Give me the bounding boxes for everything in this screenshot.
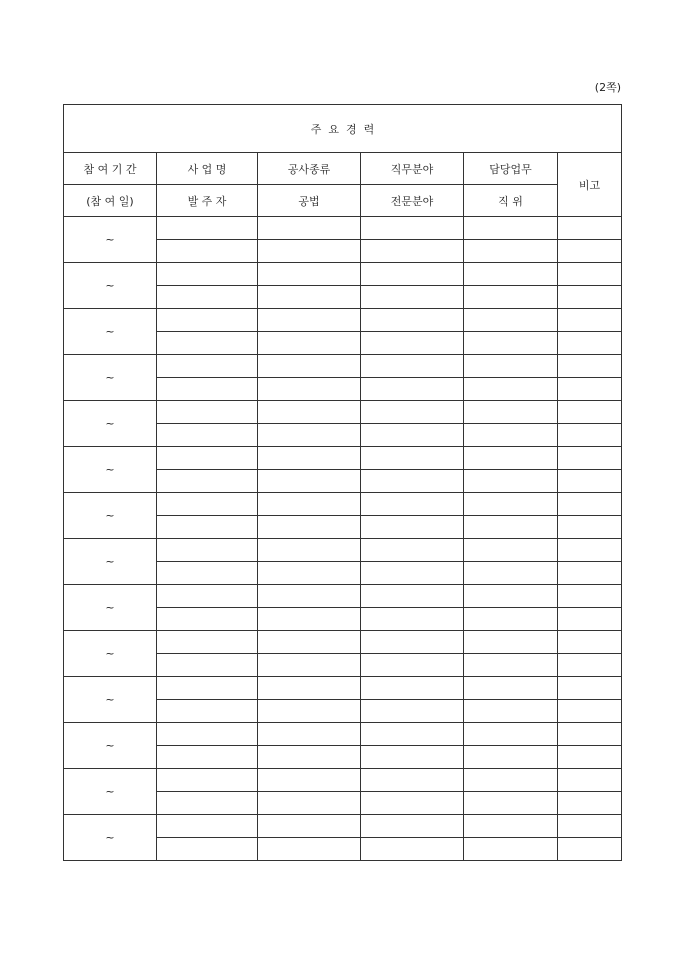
task-cell[interactable] xyxy=(464,769,558,792)
position-cell[interactable] xyxy=(464,792,558,815)
table-row xyxy=(64,677,622,700)
client-cell[interactable] xyxy=(157,608,258,631)
work-type-cell[interactable] xyxy=(258,769,361,792)
client-cell[interactable] xyxy=(157,838,258,861)
project-name-cell[interactable] xyxy=(157,493,258,516)
remarks-cell[interactable] xyxy=(558,309,622,332)
remarks-cell[interactable] xyxy=(558,608,622,631)
header-task: 담당업무 xyxy=(464,153,558,185)
task-cell[interactable] xyxy=(464,539,558,562)
period-cell[interactable]: ~ xyxy=(64,815,157,861)
work-type-cell[interactable] xyxy=(258,263,361,286)
method-cell[interactable] xyxy=(258,516,361,539)
project-name-cell[interactable] xyxy=(157,401,258,424)
position-cell[interactable] xyxy=(464,286,558,309)
remarks-cell[interactable] xyxy=(558,562,622,585)
position-cell[interactable] xyxy=(464,562,558,585)
specialty-cell[interactable] xyxy=(361,516,464,539)
remarks-cell[interactable] xyxy=(558,447,622,470)
work-type-cell[interactable] xyxy=(258,217,361,240)
header-work-type: 공사종류 xyxy=(258,153,361,185)
client-cell[interactable] xyxy=(157,286,258,309)
header-period-days: (참 여 일) xyxy=(64,185,157,217)
period-cell[interactable]: ~ xyxy=(64,493,157,539)
duty-field-cell[interactable] xyxy=(361,815,464,838)
client-cell[interactable] xyxy=(157,470,258,493)
task-cell[interactable] xyxy=(464,355,558,378)
period-cell[interactable]: ~ xyxy=(64,309,157,355)
project-name-cell[interactable] xyxy=(157,263,258,286)
specialty-cell[interactable] xyxy=(361,838,464,861)
project-name-cell[interactable] xyxy=(157,631,258,654)
duty-field-cell[interactable] xyxy=(361,309,464,332)
project-name-cell[interactable] xyxy=(157,217,258,240)
table-row xyxy=(64,309,622,332)
project-name-cell[interactable] xyxy=(157,815,258,838)
project-name-cell[interactable] xyxy=(157,447,258,470)
client-cell[interactable] xyxy=(157,424,258,447)
position-cell[interactable] xyxy=(464,516,558,539)
client-cell[interactable] xyxy=(157,700,258,723)
client-cell[interactable] xyxy=(157,792,258,815)
project-name-cell[interactable] xyxy=(157,723,258,746)
header-remarks: 비고 xyxy=(558,153,622,217)
specialty-cell[interactable] xyxy=(361,654,464,677)
specialty-cell[interactable] xyxy=(361,562,464,585)
client-cell[interactable] xyxy=(157,562,258,585)
client-cell[interactable] xyxy=(157,240,258,263)
task-cell[interactable] xyxy=(464,309,558,332)
specialty-cell[interactable] xyxy=(361,240,464,263)
client-cell[interactable] xyxy=(157,654,258,677)
task-cell[interactable] xyxy=(464,815,558,838)
duty-field-cell[interactable] xyxy=(361,401,464,424)
remarks-cell[interactable] xyxy=(558,769,622,792)
position-cell[interactable] xyxy=(464,838,558,861)
remarks-cell[interactable] xyxy=(558,815,622,838)
duty-field-cell[interactable] xyxy=(361,355,464,378)
remarks-cell[interactable] xyxy=(558,240,622,263)
work-type-cell[interactable] xyxy=(258,401,361,424)
period-cell[interactable]: ~ xyxy=(64,401,157,447)
work-type-cell[interactable] xyxy=(258,631,361,654)
project-name-cell[interactable] xyxy=(157,309,258,332)
specialty-cell[interactable] xyxy=(361,746,464,769)
remarks-cell[interactable] xyxy=(558,401,622,424)
task-cell[interactable] xyxy=(464,493,558,516)
remarks-cell[interactable] xyxy=(558,263,622,286)
client-cell[interactable] xyxy=(157,746,258,769)
specialty-cell[interactable] xyxy=(361,424,464,447)
remarks-cell[interactable] xyxy=(558,332,622,355)
work-type-cell[interactable] xyxy=(258,493,361,516)
position-cell[interactable] xyxy=(464,608,558,631)
work-type-cell[interactable] xyxy=(258,585,361,608)
period-cell[interactable]: ~ xyxy=(64,447,157,493)
duty-field-cell[interactable] xyxy=(361,769,464,792)
duty-field-cell[interactable] xyxy=(361,585,464,608)
method-cell[interactable] xyxy=(258,838,361,861)
specialty-cell[interactable] xyxy=(361,700,464,723)
table-row xyxy=(64,447,622,470)
method-cell[interactable] xyxy=(258,470,361,493)
career-table xyxy=(63,104,622,861)
specialty-cell[interactable] xyxy=(361,378,464,401)
remarks-cell[interactable] xyxy=(558,585,622,608)
position-cell[interactable] xyxy=(464,746,558,769)
method-cell[interactable] xyxy=(258,240,361,263)
project-name-cell[interactable] xyxy=(157,769,258,792)
work-type-cell[interactable] xyxy=(258,815,361,838)
task-cell[interactable] xyxy=(464,631,558,654)
duty-field-cell[interactable] xyxy=(361,493,464,516)
task-cell[interactable] xyxy=(464,585,558,608)
period-cell[interactable]: ~ xyxy=(64,723,157,769)
method-cell[interactable] xyxy=(258,378,361,401)
period-cell[interactable]: ~ xyxy=(64,769,157,815)
duty-field-cell[interactable] xyxy=(361,677,464,700)
remarks-cell[interactable] xyxy=(558,723,622,746)
table-row xyxy=(64,355,622,378)
header-client: 발 주 자 xyxy=(157,185,258,217)
remarks-cell[interactable] xyxy=(558,217,622,240)
task-cell[interactable] xyxy=(464,401,558,424)
remarks-cell[interactable] xyxy=(558,792,622,815)
method-cell[interactable] xyxy=(258,424,361,447)
remarks-cell[interactable] xyxy=(558,516,622,539)
remarks-cell[interactable] xyxy=(558,746,622,769)
remarks-cell[interactable] xyxy=(558,654,622,677)
header-project-name: 사 업 명 xyxy=(157,153,258,185)
work-type-cell[interactable] xyxy=(258,447,361,470)
period-cell[interactable]: ~ xyxy=(64,631,157,677)
work-type-cell[interactable] xyxy=(258,539,361,562)
period-cell[interactable]: ~ xyxy=(64,539,157,585)
position-cell[interactable] xyxy=(464,332,558,355)
header-period: 참 여 기 간 xyxy=(64,153,157,185)
specialty-cell[interactable] xyxy=(361,286,464,309)
work-type-cell[interactable] xyxy=(258,723,361,746)
duty-field-cell[interactable] xyxy=(361,217,464,240)
method-cell[interactable] xyxy=(258,746,361,769)
period-cell[interactable]: ~ xyxy=(64,217,157,263)
client-cell[interactable] xyxy=(157,378,258,401)
remarks-cell[interactable] xyxy=(558,677,622,700)
task-cell[interactable] xyxy=(464,217,558,240)
specialty-cell[interactable] xyxy=(361,608,464,631)
header-method: 공법 xyxy=(258,185,361,217)
duty-field-cell[interactable] xyxy=(361,723,464,746)
period-cell[interactable]: ~ xyxy=(64,585,157,631)
position-cell[interactable] xyxy=(464,378,558,401)
method-cell[interactable] xyxy=(258,654,361,677)
client-cell[interactable] xyxy=(157,332,258,355)
project-name-cell[interactable] xyxy=(157,539,258,562)
remarks-cell[interactable] xyxy=(558,286,622,309)
remarks-cell[interactable] xyxy=(558,838,622,861)
specialty-cell[interactable] xyxy=(361,792,464,815)
remarks-cell[interactable] xyxy=(558,700,622,723)
task-cell[interactable] xyxy=(464,447,558,470)
method-cell[interactable] xyxy=(258,562,361,585)
header-duty-field: 직무분야 xyxy=(361,153,464,185)
table-row xyxy=(64,815,622,838)
table-row xyxy=(64,263,622,286)
table-row xyxy=(64,401,622,424)
remarks-cell[interactable] xyxy=(558,631,622,654)
work-type-cell[interactable] xyxy=(258,309,361,332)
method-cell[interactable] xyxy=(258,700,361,723)
remarks-cell[interactable] xyxy=(558,493,622,516)
position-cell[interactable] xyxy=(464,700,558,723)
work-type-cell[interactable] xyxy=(258,677,361,700)
task-cell[interactable] xyxy=(464,723,558,746)
position-cell[interactable] xyxy=(464,654,558,677)
table-row xyxy=(64,217,622,240)
period-cell[interactable]: ~ xyxy=(64,355,157,401)
period-cell[interactable]: ~ xyxy=(64,677,157,723)
header-position: 직 위 xyxy=(464,185,558,217)
table-row xyxy=(64,585,622,608)
remarks-cell[interactable] xyxy=(558,355,622,378)
remarks-cell[interactable] xyxy=(558,470,622,493)
method-cell[interactable] xyxy=(258,286,361,309)
remarks-cell[interactable] xyxy=(558,539,622,562)
position-cell[interactable] xyxy=(464,424,558,447)
table-row xyxy=(64,539,622,562)
table-row xyxy=(64,769,622,792)
method-cell[interactable] xyxy=(258,792,361,815)
method-cell[interactable] xyxy=(258,608,361,631)
table-row xyxy=(64,723,622,746)
project-name-cell[interactable] xyxy=(157,355,258,378)
position-cell[interactable] xyxy=(464,470,558,493)
task-cell[interactable] xyxy=(464,677,558,700)
specialty-cell[interactable] xyxy=(361,332,464,355)
remarks-cell[interactable] xyxy=(558,424,622,447)
task-cell[interactable] xyxy=(464,263,558,286)
method-cell[interactable] xyxy=(258,332,361,355)
header-specialty: 전문분야 xyxy=(361,185,464,217)
specialty-cell[interactable] xyxy=(361,470,464,493)
table-row xyxy=(64,631,622,654)
client-cell[interactable] xyxy=(157,516,258,539)
duty-field-cell[interactable] xyxy=(361,539,464,562)
page-number-label: (2쪽) xyxy=(594,81,621,94)
project-name-cell[interactable] xyxy=(157,677,258,700)
table-title: 주 요 경 력 xyxy=(64,105,622,153)
remarks-cell[interactable] xyxy=(558,378,622,401)
period-cell[interactable]: ~ xyxy=(64,263,157,309)
work-type-cell[interactable] xyxy=(258,355,361,378)
duty-field-cell[interactable] xyxy=(361,631,464,654)
duty-field-cell[interactable] xyxy=(361,447,464,470)
position-cell[interactable] xyxy=(464,240,558,263)
table-row xyxy=(64,493,622,516)
project-name-cell[interactable] xyxy=(157,585,258,608)
duty-field-cell[interactable] xyxy=(361,263,464,286)
